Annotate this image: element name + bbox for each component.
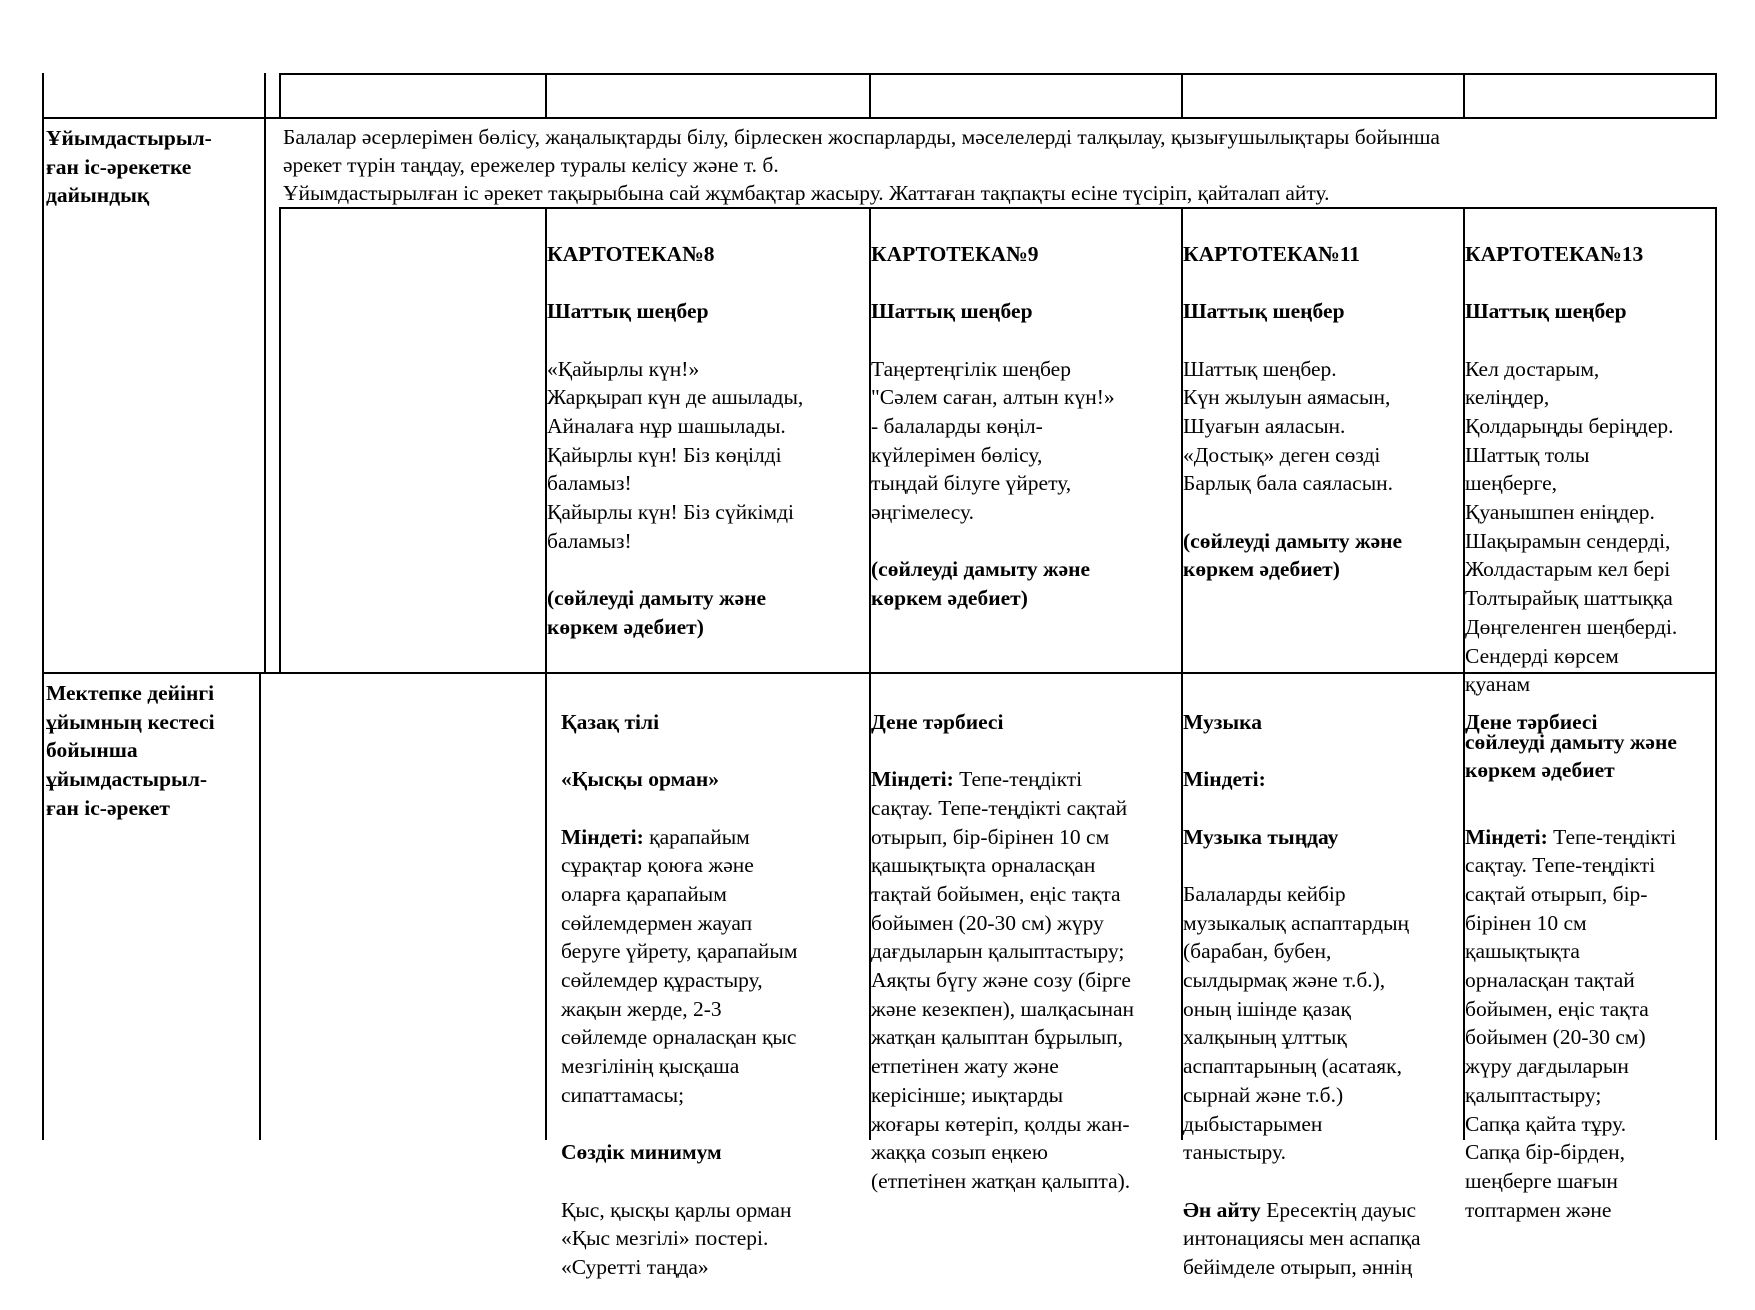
column-divider-2a (279, 73, 281, 118)
row-line-preparation (42, 117, 1717, 119)
preparation-cell-card-11 (1183, 211, 1461, 613)
card-heading: Шаттық шеңбер (871, 299, 1033, 324)
organized-cell-kazakh (561, 679, 867, 1310)
organized-cell-pe-2 (1465, 679, 1715, 1253)
card-heading: Шаттық шеңбер (547, 299, 709, 324)
column-divider-1 (264, 73, 266, 673)
row-label-preparation: Ұйымдастырыл- ған іс-әрекетке дайындық (46, 126, 212, 208)
row-label-organized: Мектепке дейінгі ұйымның кестесі бойынша ұйымдастырыл- ған іс-әрекет (46, 681, 215, 820)
card-text: Таңертеңгілік шеңбер "Сәлем саған, алтын күн!» - балаларды көңіл- күйлерімен бөлісу, тыңдай білуге үйрету, әңгімелесу. (871, 356, 1115, 525)
lesson-topic: «Қысқы орман» (561, 767, 719, 792)
vocab-text: Қыс, қысқы қарлы орман «Қыс мезгілі» постері. «Суретті таңда» (561, 1197, 792, 1280)
table-border-left (42, 73, 44, 1140)
subject-title: Дене тәрбиесі (871, 709, 1004, 734)
task-paragraph (561, 823, 867, 1110)
task-label: Міндеті: (561, 824, 644, 849)
card-number: КАРТОТЕКА№11 (1183, 241, 1361, 266)
row-line-top (279, 73, 1717, 75)
column-divider-3a (545, 73, 547, 118)
table-border-right-a (1715, 73, 1717, 118)
row-line-columns-top (279, 207, 1717, 209)
listen-label: Музыка тыңдау (1183, 824, 1339, 849)
task-text: Тепе-теңдікті сақтау. Тепе-теңдікті сақтай отырып, бір-бірінен 10 см қашықтықта орналасқан тақтай бойымен, еңіс тақта бойымен (20-30 см) жүру дағдыларын қалыптастыру; Аяқты бүгу және созу (бірге және кезекпен), шалқасынан жатқан қалыптан бұрылып, етпетінен жату және керісінше; иықтарды жоғары көтеріп, қолды жан- жаққа созып еңкею (етпетінен жатқан қалыпта). (871, 767, 1135, 1193)
card-footer: сөйлеуді дамыту және көркем әдебиет (1465, 729, 1677, 783)
card-text: Шаттық шеңбер. Күн жылуын аямасын, Шуағын аяласын. «Достық» деген сөзді Барлық бала саяласын. (1183, 356, 1394, 496)
card-heading: Шаттық шеңбер (1465, 299, 1627, 324)
task-paragraph (1465, 823, 1715, 1225)
card-number: КАРТОТЕКА№8 (547, 241, 715, 266)
column-divider-6a (1463, 73, 1465, 118)
card-number: КАРТОТЕКА№9 (871, 241, 1039, 266)
task-text: Тепе-теңдікті сақтау. Тепе-теңдікті сақтай отырып, бір- бірінен 10 см қашықтықта орналасқан тақтай бойымен, еңіс тақта бойымен (20-30 см) жүру дағдыларын қалыптастыру; Сапқа қайта тұру. Сапқа бір-бірден, шеңберге шағын топтармен және (1465, 824, 1677, 1222)
card-number: КАРТОТЕКА№13 (1465, 241, 1644, 266)
listen-text: Балаларды кейбір музыкалық аспаптардың (барабан, бубен, сылдырмақ және т.б.), оның ішінде қазақ халқының ұлттық аспаптарының (асатаяк, сырнай және т.б.) дыбыстарымен таныстыру. (1183, 881, 1410, 1165)
table-border-right-b (1715, 208, 1717, 1140)
preparation-intro-line-3: Ұйымдастырылған іс әрекет тақырыбына сай жұмбақтар жасыру. Жаттаған тақпақты есіне түсіріп, қайталап айту. (283, 181, 1330, 205)
column-divider-4a (869, 73, 871, 118)
organized-cell-music (1183, 679, 1463, 1310)
column-divider-1-lower (259, 673, 261, 1140)
preparation-intro-line-1: Балалар әсерлерімен бөлісу, жаңалықтарды білу, бірлескен жоспарларды, мәселелерді талқылау, қызығушылықтары бойынша (283, 125, 1440, 149)
preparation-cell-card-9 (871, 211, 1179, 642)
organized-cell-pe-1 (871, 679, 1181, 1224)
card-text: Кел достарым, келіңдер, Қолдарыңды беріңдер. Шаттық толы шеңберге, Қуанышпен еніңдер. Шақырамын сендерді, Жолдастарым кел бері Толтырайық шаттыққа Дөңгеленген шеңберді. Сендерді көрсем қуанам (1465, 356, 1678, 697)
vocab-label: Сөздік минимум (561, 1140, 722, 1165)
preparation-cell-card-8 (547, 211, 867, 670)
sing-paragraph (1183, 1196, 1463, 1282)
card-heading: Шаттық шеңбер (1183, 299, 1345, 324)
task-label: Міндеті: (1183, 767, 1266, 792)
subject-title: Қазақ тілі (561, 709, 660, 734)
card-footer: (сөйлеуді дамыту және көркем әдебиет) (1183, 528, 1403, 582)
preparation-intro-line-2: әрекет түрін таңдау, ережелер туралы келісу және т. б. (283, 153, 779, 177)
spacer (1465, 765, 1715, 794)
task-paragraph (871, 765, 1181, 1196)
sing-text: Ересектің дауыс интонациясы мен аспапқа бейімделе отырып, әннің (1183, 1197, 1421, 1280)
card-text: «Қайырлы күн!» Жарқырап күн де ашылады, Айналаға нұр шашылады. Қайырлы күн! Біз көңілді баламыз! Қайырлы күн! Біз сүйкімді баламыз! (547, 356, 804, 553)
task-text: қарапайым сұрақтар қоюға және оларға қарапайым сөйлемдермен жауап беруге үйрету, қарапайым сөйлемдер құрастыру, жақын жерде, 2-3 сөйлемде орналасқан қыс мезгілінің қысқаша сипаттамасы; (561, 824, 798, 1107)
column-divider-5a (1181, 73, 1183, 118)
subject-title: Дене тәрбиесі (1465, 709, 1598, 734)
task-label: Міндеті: (871, 767, 954, 792)
task-label: Міндеті: (1465, 824, 1548, 849)
subject-title: Музыка (1183, 709, 1262, 734)
sing-label: Ән айту (1183, 1197, 1261, 1222)
column-divider-2b (279, 208, 281, 673)
card-footer: (сөйлеуді дамыту және көркем әдебиет) (547, 586, 767, 639)
card-footer: (сөйлеуді дамыту және көркем әдебиет) (871, 557, 1091, 611)
